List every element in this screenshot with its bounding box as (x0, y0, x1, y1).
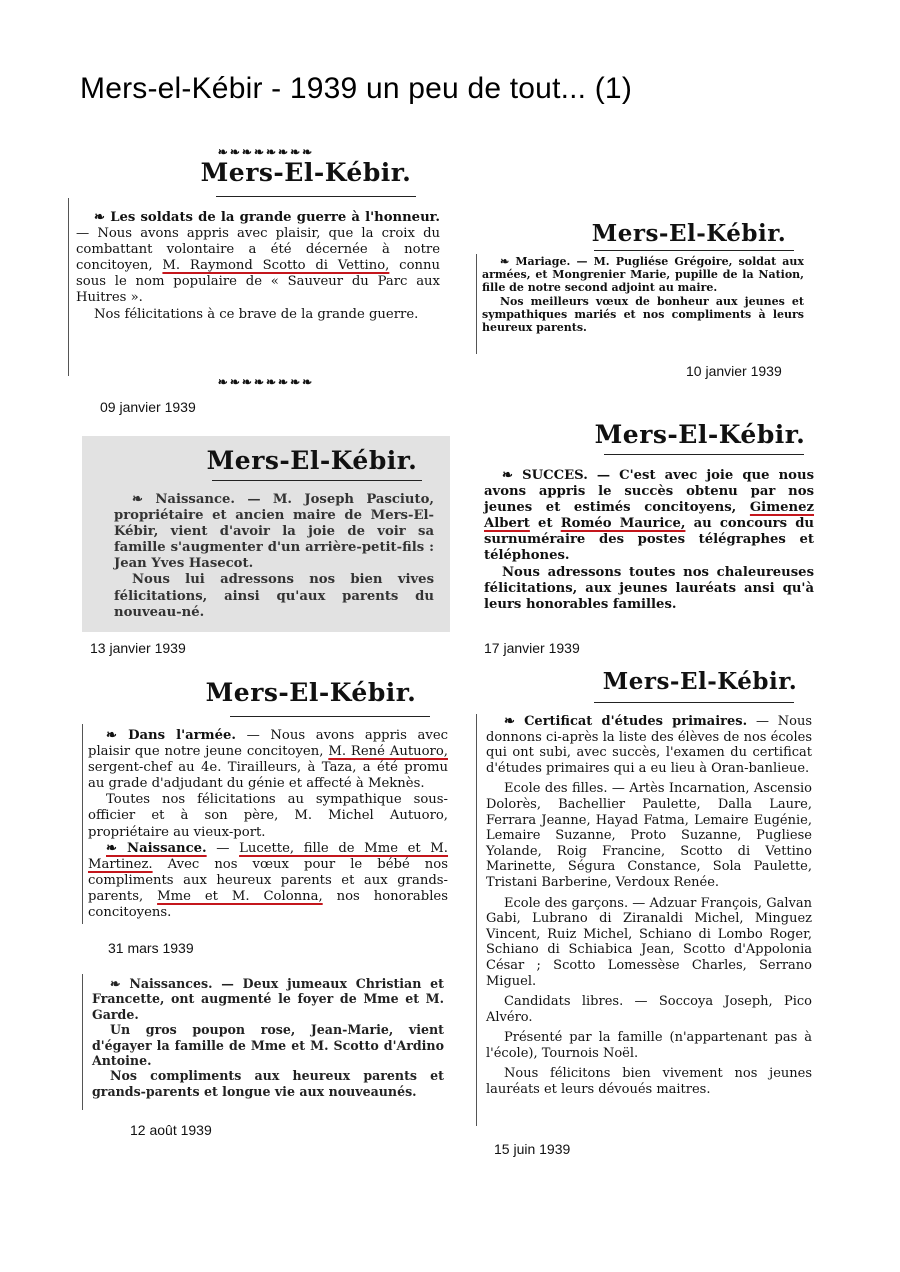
clipping-certificat (474, 662, 822, 1134)
name-underlined: Roméo Maurice, (560, 516, 686, 532)
clipping-masthead: Mers-El-Kébir. (200, 158, 412, 187)
clipping-date: 31 mars 1939 (108, 940, 194, 956)
clipping-date: 17 janvier 1939 (484, 640, 580, 656)
ornament-top: ❧❧❧❧❧❧❧❧ (217, 145, 315, 159)
page-title: Mers-el-Kébir - 1939 un peu de tout... (1) (80, 72, 633, 105)
name-underlined: Jean Yves Hasecot. (114, 556, 254, 572)
clipping-masthead: Mers-El-Kébir. (206, 446, 418, 475)
clipping-text: ❧ SUCCES. — C'est avec joie que nous avons appris le succès obtenu par nos jeunes et estimés concitoyens, Gimenez Albert et Roméo Maurice, au concours du surnuméraire des postes télégraphes et téléphones. Nous adressons toutes nos chaleureuses félicitations, aux jeunes lauréats ansi qu'à leurs honorables familles. (484, 468, 815, 612)
name-underlined: M. Raymond Scotto di Vettino, (162, 258, 390, 274)
clipping-date: 15 juin 1939 (494, 1141, 571, 1157)
clipping-text: ❧ Naissances. — Deux jumeaux Christian et Francette, ont augmenté le foyer de Mme et M. Garde. Un gros poupon rose, Jean-Marie, vient d'égayer la famille de Mme et M. Scotto d'Ardino Antoine. Nos compliments aux heureux parents et grands-parents et longue vie aux nouveaunés. (92, 976, 444, 1099)
clipping-masthead: Mers-El-Kébir. (602, 668, 798, 695)
clipping-naissance-pasciuto (82, 436, 450, 632)
clipping-armee (80, 670, 452, 932)
clipping-text: ❧ Les soldats de la grande guerre à l'honneur. — Nous avons appris avec plaisir, que la croix du combattant volontaire a été décernée à notre concitoyen, M. Raymond Scotto di Vettino, connu sous le nom populaire de « Sauveur du Parc aux Huitres ». Nos félicitations à ce brave de la grande guerre. (76, 210, 440, 322)
clipping-masthead: Mers-El-Kébir. (594, 420, 806, 449)
clipping-date: 10 janvier 1939 (686, 363, 782, 379)
clipping-masthead: Mers-El-Kébir. (205, 678, 417, 707)
clipping-text: ❧ Dans l'armée. — Nous avons appris avec plaisir que notre jeune concitoyen, M. René Autuoro, sergent-chef au 4e. Tirailleurs, à Taza, a été promu au grade d'adjudant du génie et affecté à Meknès. Toutes nos félicitations au sympathique sous-officier et à son père, M. Michel Autuoro, propriétaire au vieux-port. ❧ Naissance. — Lucette, fille de Mme et M. Martinez. Avec nos vœux pour le bébé nos compliments aux heureux parents et aux grands-parents, Mme et M. Colonna, nos honorables concitoyens. (88, 728, 449, 921)
naissance-label: ❧ Naissance. (106, 840, 207, 856)
clipping-succes (474, 414, 824, 620)
clipping-naissances-aout (80, 970, 452, 1114)
clipping-date: 13 janvier 1939 (90, 640, 186, 656)
name-underlined: Gimenez Albert (484, 500, 815, 532)
clipping-date: 12 août 1939 (130, 1122, 212, 1138)
ornament-bottom: ❧❧❧❧❧❧❧❧ (217, 375, 315, 389)
name-underlined: Mme et M. Colonna, (157, 888, 323, 904)
clipping-masthead: Mers-El-Kébir. (591, 220, 787, 247)
clipping-date: 09 janvier 1939 (100, 399, 196, 415)
clipping-mariage (474, 206, 810, 358)
clipping-text: ❧ Naissance. — M. Joseph Pasciuto, propriétaire et ancien maire de Mers-El-Kébir, vient d'avoir la joie de voir sa famille s'augmenter d'un arrière-petit-fils : Jean Yves Hasecot. Nous lui adressons nos bien vives félicitations, ainsi qu'aux parents du nouveau-né. (114, 492, 434, 620)
clipping-text: ❧ Mariage. — M. Pugliése Grégoire, soldat aux armées, et Mongrenier Marie, pupille de la Nation, fille de notre second adjoint au maire. Nos meilleurs vœux de bonheur aux jeunes et sympathiques mariés et nos compliments à leurs heureux parents. (482, 255, 804, 335)
name-underlined: M. René Autuoro, (328, 744, 448, 760)
name-underlined: Lucette, fille de Mme et M. Martinez. (88, 840, 449, 872)
clipping-text: ❧ Certificat d'études primaires. — Nous donnons ci-après la liste des élèves de nos écoles qui ont subi, avec succès, l'examen du certificat d'études primaires qui a eu lieu à Oran-banlieue. Ecole des filles. — Artès Incarnation, Ascensio Dolorès, Bachellier Paulette, Dalla Laure, Ferrara Jeanne, Hayad Fatma, Lemaire Eugénie, Lemaire Suzanne, Proto Suzanne, Pugliese Yolande, Roig Francine, Scotto di Vettino Marinette, Ségura Constance, Sola Paulette, Tristani Barberine, Verdoux Renée. Ecole des garçons. — Adzuar François, Galvan Gabi, Lubrano di Ziranaldi Michel, Minguez Vincent, Ruiz Michel, Schiano di Lombo Roger, Schiano di Schiabica Jean, Scotto d'Appolonia César ; Scotto Lomessèse Charles, Serrano Miguel. Candidats libres. — Soccoya Joseph, Pico Alvéro. Présenté par la famille (n'appartenant pas à l'école), Tournois Noël. Nous félicitons bien vivement nos jeunes lauréats et leurs dévoués maitres. (486, 714, 812, 1098)
clipping-soldats (66, 140, 450, 389)
